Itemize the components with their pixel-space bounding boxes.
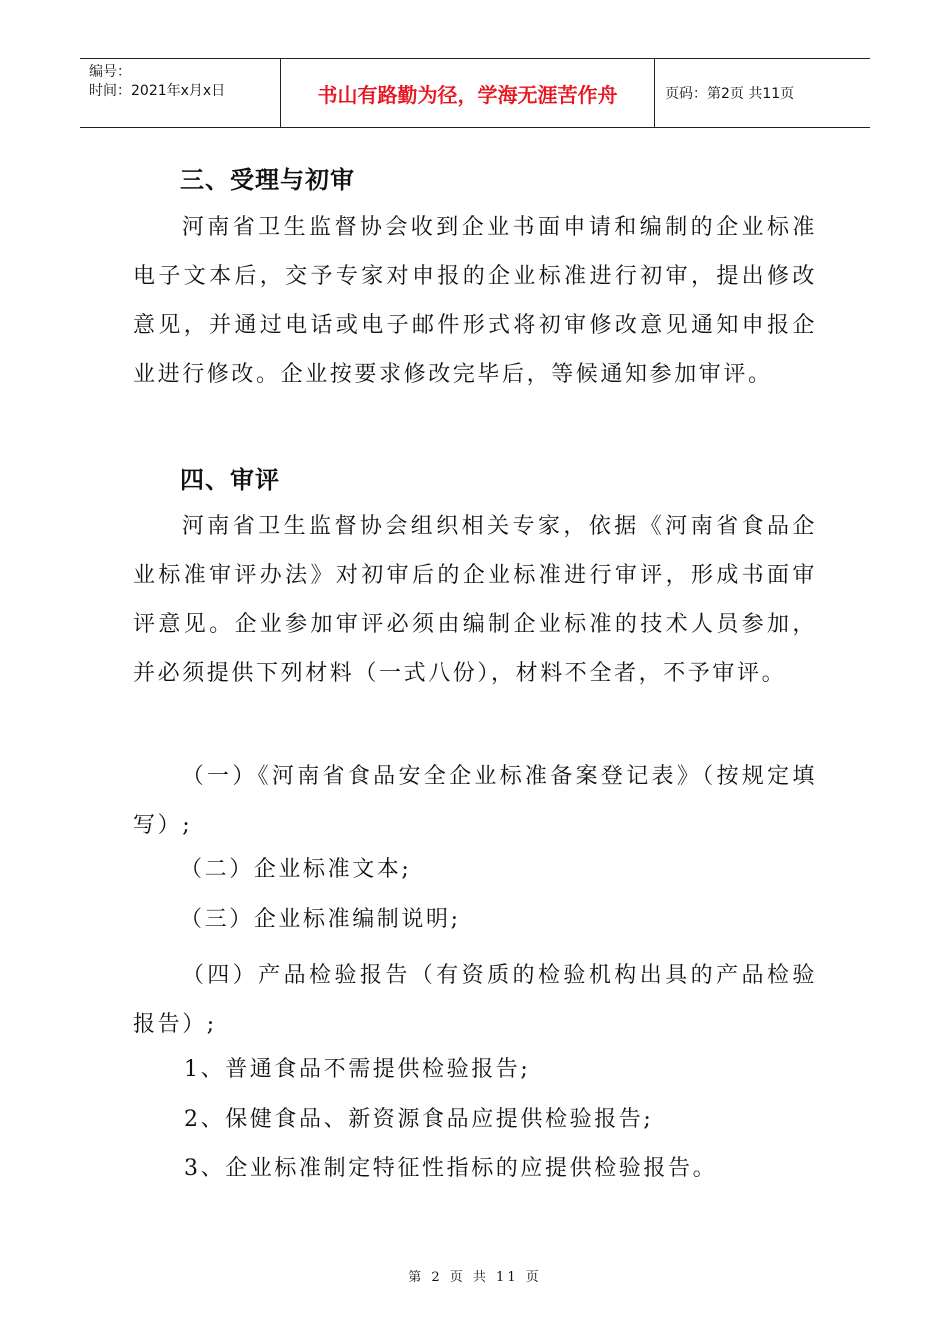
section-4-paragraph [133,502,817,698]
sub-item-1: 1、普通食品不需提供检验报告; [184,1057,531,1082]
list-item-1 [133,752,817,850]
section-heading-4: 四、审评 [180,466,280,494]
list-item-4 [133,951,817,1049]
header-meta-cell [80,59,280,127]
header-page-info: 页码：第2页 共11页 [665,86,795,102]
sub-item-3: 3、企业标准制定特征性指标的应提供检验报告。 [184,1156,718,1181]
page-footer: 第 2 页 共 11 页 [408,1270,542,1285]
document-time-label: 时间：2021年x月x日 [89,83,226,99]
list-item-2: （二）企业标准文本; [180,857,412,882]
header-motto: 书山有路勤为径，学海无涯苦作舟 [280,59,655,127]
list-item-3: （三）企业标准编制说明; [180,907,461,932]
section-3-paragraph [133,203,817,399]
sub-item-2: 2、保健食品、新资源食品应提供检验报告; [184,1107,654,1132]
document-number-label: 编号： [89,64,131,80]
section-4-paragraph-text: 河南省卫生监督协会组织相关专家，依据《河南省食品企业标准审评办法》对初审后的企业标准进行审评，形成书面审评意见。企业参加审评必须由编制企业标准的技术人员参加，并必须提供下列材料（一式八份），材料不全者，不予审评。 [133,514,817,686]
list-item-4-text: （四）产品检验报告（有资质的检验机构出具的产品检验报告）; [133,963,817,1037]
section-heading-3: 三、受理与初审 [180,166,355,194]
section-3-paragraph-text: 河南省卫生监督协会收到企业书面申请和编制的企业标准电子文本后，交予专家对申报的企业标准进行初审，提出修改意见，并通过电话或电子邮件形式将初审修改意见通知申报企业进行修改。企业按要求修改完毕后，等候通知参加审评。 [133,215,817,387]
header-table [80,58,870,128]
list-item-1-text: （一）《河南省食品安全企业标准备案登记表》（按规定填写）; [133,764,817,838]
